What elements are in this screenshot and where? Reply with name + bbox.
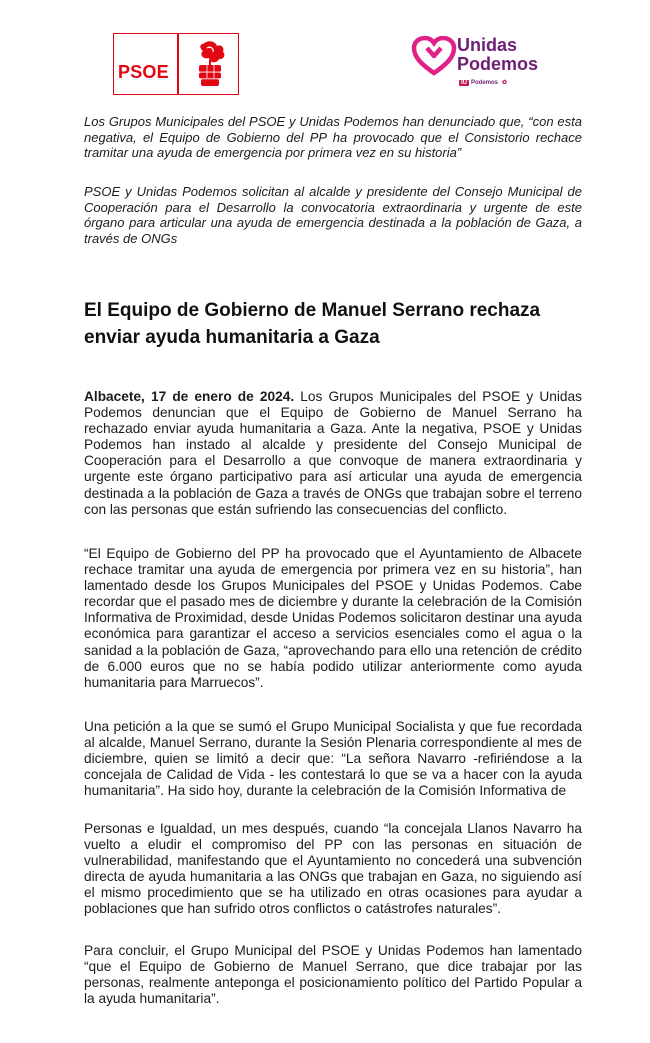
unidas-podemos-sublogos [459,79,507,86]
body-paragraph-3: Una petición a la que se sumó el Grupo Municipal Socialista y que fue recordada al alcalde, Manuel Serrano, durante la Sesión Plenaria correspondiente al mes de diciembre, quien se limitó a decir que: “La señora Navarro -refiriéndose a la concejala de Calidad de Vida - les contestará lo que se va a hacer con la ayuda humanitaria”. Ha sido hoy, durante la celebración de la Comisión Informativa de [84,719,582,799]
psoe-logo-divider [177,33,179,95]
body-paragraph-4: Personas e Igualdad, un mes después, cuando “la concejala Llanos Navarro ha vuelto a eludir el compromiso del PP con las personas en situación de vulnerabilidad, manifestando que el Ayuntamiento no concederá una subvención directa de ayuda humanitaria a las ONGs que trabajan en Gaza, no siguiendo así el mismo procedimiento que se ha utilizado en otras ocasiones para ayudar a poblaciones que han sufrido otros conflictos o catástrofes naturales”. [84,821,582,917]
body-paragraph-5: Para concluir, el Grupo Municipal del PSOE y Unidas Podemos han lamentado “que el Equipo de Gobierno de Manuel Serrano, que dice trabajar por las personas, realmente anteponga el posicionamiento político del Partido Popular a la ayuda humanitaria”. [84,943,582,1007]
summary-paragraph-2: PSOE y Unidas Podemos solicitan al alcalde y presidente del Consejo Municipal de Cooperación para el Desarrollo la convocatoria extraordinaria y urgente de este órgano para articular una ayuda de emergencia destinada a la población de Gaza, a través de ONGs [84,184,582,246]
body-paragraph-1 [84,389,582,518]
podemos-sub-text: Podemos [471,80,499,86]
iu-badge-icon: IU [461,80,467,86]
psoe-logo [113,33,239,95]
body-paragraph-2: “El Equipo de Gobierno del PP ha provocado que el Ayuntamiento de Albacete rechace tramitar una ayuda de emergencia por primera vez en su historia”, han lamentado desde los Grupos Municipales del PSOE y Unidas Podemos. Cabe recordar que el pasado mes de diciembre y durante la celebración de la Comisión Informativa de Proximidad, desde Unidas Podemos solicitaron destinar una ayuda económica para garantizar el acceso a servicios esenciales como el agua o la sanidad a la población de Gaza, “aprovechando para ello una retención de crédito de 6.000 euros que no se había podido utilizar anteriormente como ayuda humanitaria para Marruecos”. [84,546,582,690]
dateline: Albacete, 17 de enero de 2024. [84,389,295,404]
headline: El Equipo de Gobierno de Manuel Serrano rechaza enviar ayuda humanitaria a Gaza [84,300,541,348]
unidas-podemos-logo [411,36,541,92]
podemos-word: Podemos [457,54,539,74]
unidas-word: Unidas [457,35,518,55]
heart-icon [411,36,457,76]
summary-paragraph-1: Los Grupos Municipales del PSOE y Unidas Podemos han denunciado que, “con esta negativa, el Equipo de Gobierno del PP ha provocado que el Consistorio rechace tramitar una ayuda de emergencia por primera vez en su historia” [84,114,582,160]
body-paragraph-1-text: Los Grupos Municipales del PSOE y Unidas Podemos denuncian que el Equipo de Gobierno de Manuel Serrano ha rechazado enviar ayuda humanitaria a Gaza. Ante la negativa, PSOE y Unidas Podemos han instado al alcalde y presidente del Consejo Municipal de Cooperación para el Desarrollo a que convoque de manera extraordinaria y urgente este órgano participativo para así articular una ayuda de emergencia destinada a la población de Gaza a través de ONGs que trabajan sobre el terreno con las personas que están sufriendo las consecuencias del conflicto. [84,389,582,517]
unidas-podemos-wordmark [457,36,538,74]
psoe-rose-icon [189,40,229,88]
psoe-logo-text: PSOE [118,62,169,82]
equo-badge-icon: ✿ [502,80,508,86]
